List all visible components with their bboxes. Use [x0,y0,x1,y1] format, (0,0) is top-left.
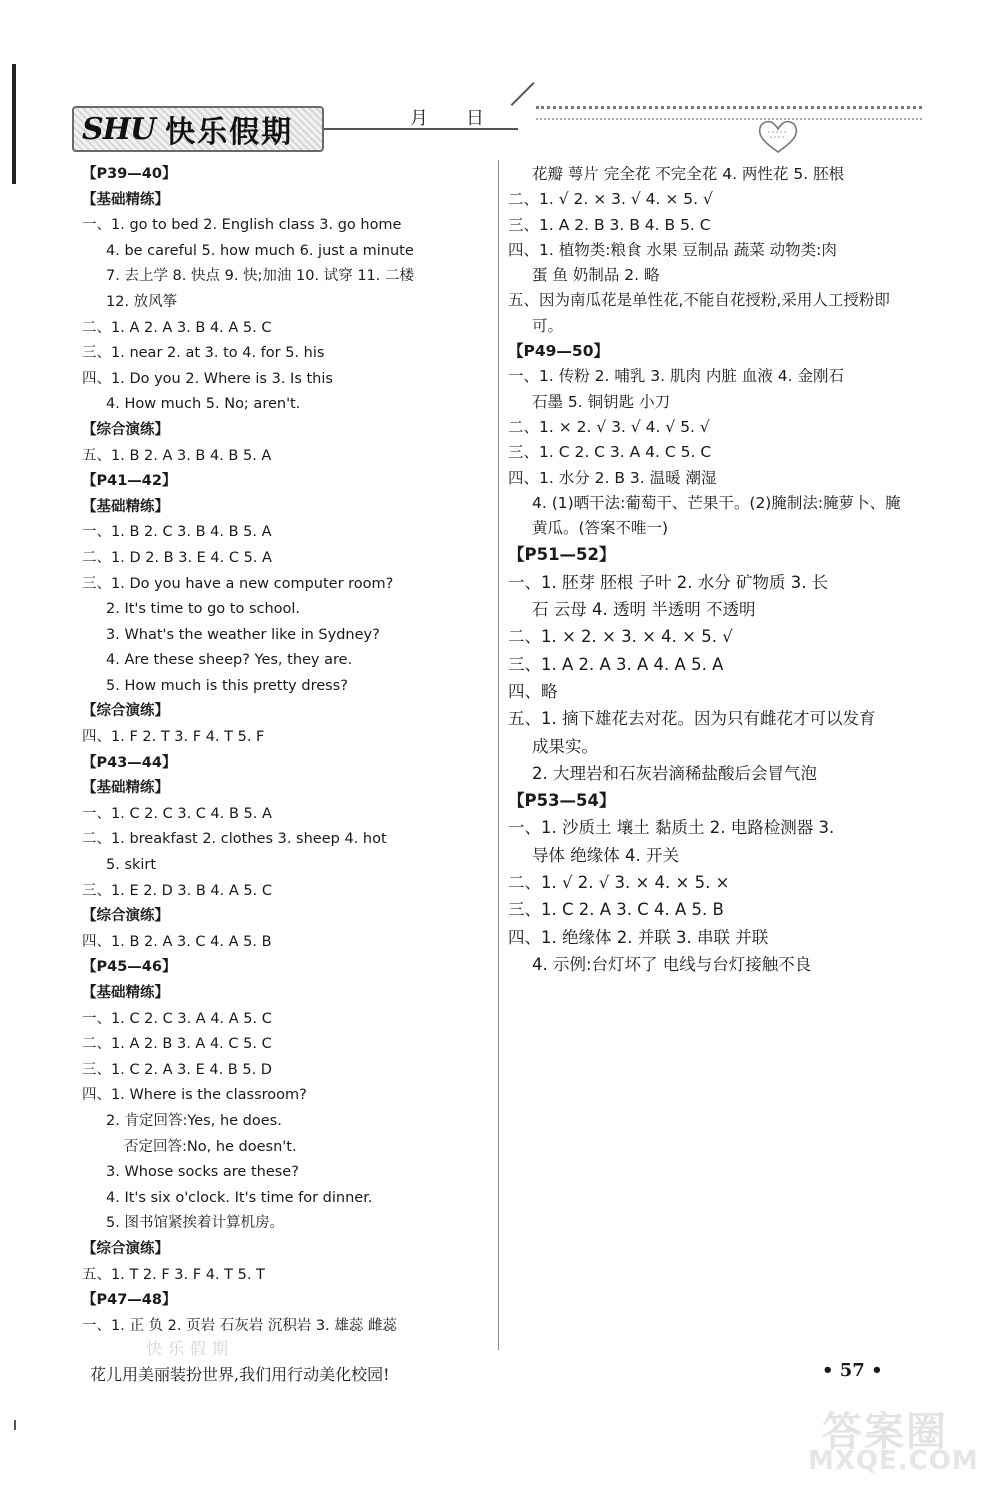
answer-line: 二、1. × 2. √ 3. √ 4. √ 5. √ [508,417,710,436]
heart-sticker-icon [756,118,800,154]
answer-line: 一、1. C 2. C 3. A 4. A 5. C [82,1010,272,1027]
answer-line: 4. How much 5. No; aren't. [106,396,301,413]
answer-line: 4. be careful 5. how much 6. just a minute [106,242,414,259]
answer-line: 三、1. C 2. A 3. C 4. A 5. B [508,900,724,920]
answer-line: 四、略 [508,681,558,701]
answer-line: 一、1. 传粉 2. 哺乳 3. 肌肉 内脏 血液 4. 金刚石 [508,367,844,386]
answer-line: 导体 绝缘体 4. 开关 [532,845,679,865]
section-heading: 【P47—48】 [82,1292,177,1309]
footer-slogan: 花儿用美丽装扮世界,我们用行动美化校园! [90,1365,390,1384]
binding-edge-line [12,64,16,184]
header-dotted-rule-2 [536,118,922,120]
answer-line: 二、1. √ 2. √ 3. × 4. × 5. × [508,873,730,893]
answer-line: 2. 大理岩和石灰岩滴稀盐酸后会冒气泡 [532,763,817,783]
answer-line: 黄瓜。(答案不唯一) [532,519,669,538]
answer-line: 可。 [532,316,564,335]
answer-line: 5. How much is this pretty dress? [106,677,348,694]
right-column [508,162,928,978]
page-number: • 57 • [822,1360,883,1381]
month-label: 月 [410,108,428,129]
subsection-heading: 【综合演练】 [82,1240,169,1257]
answer-line: 四、1. 水分 2. B 3. 温暖 潮湿 [508,468,717,487]
answer-line: 四、1. Do you 2. Where is 3. Is this [82,370,333,387]
answer-line: 五、1. B 2. A 3. B 4. B 5. A [82,447,272,464]
header-rule-slope [511,82,535,106]
section-heading: 【P51—52】 [508,545,616,565]
section-heading: 【P39—40】 [82,166,177,182]
answer-line: 三、1. C 2. A 3. E 4. B 5. D [82,1061,272,1078]
answer-line: 三、1. C 2. C 3. A 4. C 5. C [508,443,712,462]
answer-line: 一、1. 胚芽 胚根 子叶 2. 水分 矿物质 3. 长 [508,572,829,592]
answer-line: 四、1. B 2. A 3. C 4. A 5. B [82,933,272,950]
answer-line: 四、1. Where is the classroom? [82,1087,307,1104]
answer-line: 石墨 5. 铜钥匙 小刀 [532,392,671,411]
margin-mark [14,1420,16,1430]
answer-line: 5. skirt [106,857,157,874]
answer-line: 4. Are these sheep? Yes, they are. [106,652,353,669]
answer-line: 三、1. Do you have a new computer room? [82,575,394,592]
answer-line: 一、1. 沙质土 壤土 黏质土 2. 电路检测器 3. [508,818,835,838]
answer-line: 成果实。 [532,736,598,756]
answer-line: 四、1. 绝缘体 2. 并联 3. 串联 并联 [508,927,769,947]
answer-line: 2. It's time to go to school. [106,601,301,618]
answer-line: 五、因为南瓜花是单性花,不能自花授粉,采用人工授粉即 [508,291,890,310]
day-label: 日 [466,108,484,129]
answer-line: 三、1. near 2. at 3. to 4. for 5. his [82,345,325,362]
section-heading: 【P41—42】 [82,473,177,490]
answer-line: 否定回答:No, he doesn't. [124,1138,297,1155]
answer-line: 12. 放风筝 [106,293,178,310]
answer-line: 二、1. √ 2. × 3. √ 4. × 5. √ [508,190,713,209]
answer-line: 二、1. A 2. B 3. A 4. C 5. C [82,1036,272,1053]
answer-line: 4. It's six o'clock. It's time for dinner. [106,1189,373,1206]
subsection-heading: 【基础精练】 [82,191,169,208]
section-heading: 【P45—46】 [82,959,177,976]
answer-line: 三、1. A 2. A 3. A 4. A 5. A [508,654,724,674]
answer-line: 一、1. C 2. C 3. C 4. B 5. A [82,805,272,822]
subsection-heading: 【综合演练】 [82,908,169,925]
answer-line: 3. What's the weather like in Sydney? [106,626,380,643]
subsection-heading: 【综合演练】 [82,703,169,720]
answer-line: 三、1. E 2. D 3. B 4. A 5. C [82,882,272,899]
section-heading: 【P43—44】 [82,754,177,771]
answer-line: 五、1. 摘下雄花去对花。因为只有雌花才可以发育 [508,709,876,729]
watermark-logo: 答案圈 [822,1409,948,1455]
answer-line: 4. 示例:台灯坏了 电线与台灯接触不良 [532,954,812,974]
subsection-heading: 【综合演练】 [82,421,169,438]
brand-title: 快乐假期 [165,115,294,150]
answer-line: 石 云母 4. 透明 半透明 不透明 [532,600,756,620]
answer-line: 7. 去上学 8. 快点 9. 快;加油 10. 试穿 11. 二楼 [106,268,414,285]
column-divider [498,160,499,1350]
answer-line: 花瓣 萼片 完全花 不完全花 4. 两性花 5. 胚根 [532,165,845,183]
answer-line: 二、1. breakfast 2. clothes 3. sheep 4. hot [82,831,387,848]
subsection-heading: 【基础精练】 [82,780,169,797]
answer-line: 二、1. D 2. B 3. E 4. C 5. A [82,549,272,566]
answer-line: 五、1. T 2. F 3. F 4. T 5. T [82,1266,265,1283]
answer-line: 3. Whose socks are these? [106,1164,299,1181]
answer-line: 一、1. B 2. C 3. B 4. B 5. A [82,524,272,541]
answer-line: 二、1. A 2. A 3. B 4. A 5. C [82,319,272,336]
subsection-heading: 【基础精练】 [82,498,169,515]
answer-line: 四、1. F 2. T 3. F 4. T 5. F [82,729,265,746]
answer-line: 2. 肯定回答:Yes, he does. [106,1112,282,1129]
answer-line: 一、1. go to bed 2. English class 3. go home [82,217,402,234]
subsection-heading: 【基础精练】 [82,985,169,1001]
brand-latin: SHU [82,111,156,147]
watermark-url: MXQE.COM [808,1446,979,1476]
answer-line: 一、1. 正 负 2. 页岩 石灰岩 沉积岩 3. 雄蕊 雌蕊 [82,1317,397,1334]
answer-line: 蛋 鱼 奶制品 2. 略 [532,266,660,285]
section-heading: 【P53—54】 [508,791,616,811]
section-heading: 【P49—50】 [508,342,609,361]
faint-watermark: 快乐假期 [146,1339,235,1358]
answer-line: 三、1. A 2. B 3. B 4. B 5. C [508,215,711,234]
answer-line: 4. (1)晒干法:葡萄干、芒果干。(2)腌制法:腌萝卜、腌 [532,493,901,512]
answer-line: 二、1. × 2. × 3. × 4. × 5. √ [508,627,733,647]
left-column [82,162,494,1339]
header-dotted-rule [536,106,922,109]
answer-line: 5. 图书馆紧挨着计算机房。 [106,1215,284,1232]
brand-logo [72,106,324,152]
answer-line: 四、1. 植物类:粮食 水果 豆制品 蔬菜 动物类:肉 [508,240,837,259]
